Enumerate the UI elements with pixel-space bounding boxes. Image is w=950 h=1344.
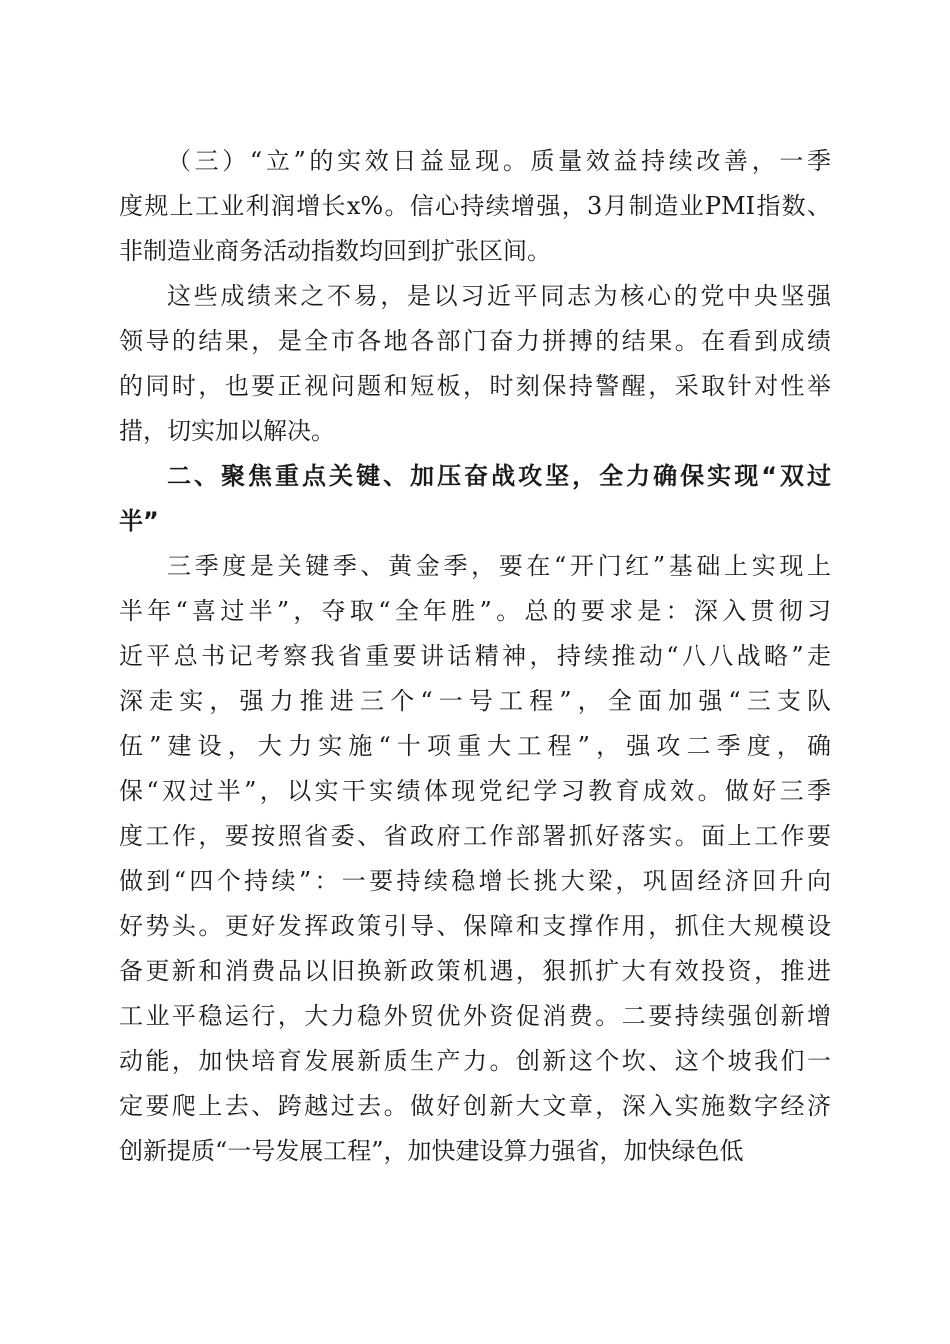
text-line: 半年“喜过半”，夺取“全年胜”。总的要求是：深入贯彻习 xyxy=(119,597,831,625)
text-line: （三）“立”的实效日益显现。质量效益持续改善，一季 xyxy=(167,147,831,175)
text-line: 三季度是关键季、黄金季，要在“开门红”基础上实现上 xyxy=(167,552,831,580)
paragraph xyxy=(119,139,831,274)
text-line: 创新提质“一号发展工程”，加快建设算力强省，加快绿色低 xyxy=(119,1137,744,1165)
text-line: 半” xyxy=(119,507,159,535)
paragraph xyxy=(119,544,831,1174)
document-body xyxy=(119,139,831,1174)
text-line: 备更新和消费品以旧换新政策机遇，狠抓扩大有效投资，推进 xyxy=(119,957,831,985)
text-line: 好势头。更好发挥政策引导、保障和支撑作用，抓住大规模设 xyxy=(119,912,831,940)
text-line: 度工作，要按照省委、省政府工作部署抓好落实。面上工作要 xyxy=(119,822,831,850)
text-line: 工业平稳运行，大力稳外贸优外资促消费。二要持续强创新增 xyxy=(119,1002,831,1030)
text-line: 近平总书记考察我省重要讲话精神，持续推动“八八战略”走 xyxy=(119,642,831,670)
text-line: 措，切实加以解决。 xyxy=(119,417,335,445)
text-line: 保“双过半”，以实干实绩体现党纪学习教育成效。做好三季 xyxy=(119,777,831,805)
text-line: 定要爬上去、跨越过去。做好创新大文章，深入实施数字经济 xyxy=(119,1092,831,1120)
text-line: 深走实，强力推进三个“一号工程”，全面加强“三支队 xyxy=(119,687,831,715)
text-line: 这些成绩来之不易，是以习近平同志为核心的党中央坚强 xyxy=(167,282,831,310)
section-heading xyxy=(119,454,831,544)
text-line: 二、聚焦重点关键、加压奋战攻坚，全力确保实现“双过 xyxy=(167,462,831,490)
text-line: 领导的结果，是全市各地各部门奋力拼搏的结果。在看到成绩 xyxy=(119,327,831,355)
text-line: 做到“四个持续”：一要持续稳增长挑大梁，巩固经济回升向 xyxy=(119,867,831,895)
text-line: 度规上工业利润增长x%。信心持续增强，3月制造业PMI指数、 xyxy=(119,192,831,220)
text-line: 的同时，也要正视问题和短板，时刻保持警醒，采取针对性举 xyxy=(119,372,831,400)
text-line: 伍”建设，大力实施“十项重大工程”，强攻二季度，确 xyxy=(119,732,831,760)
text-line: 动能，加快培育发展新质生产力。创新这个坎、这个坡我们一 xyxy=(119,1047,831,1075)
text-line: 非制造业商务活动指数均回到扩张区间。 xyxy=(119,237,551,265)
paragraph xyxy=(119,274,831,454)
